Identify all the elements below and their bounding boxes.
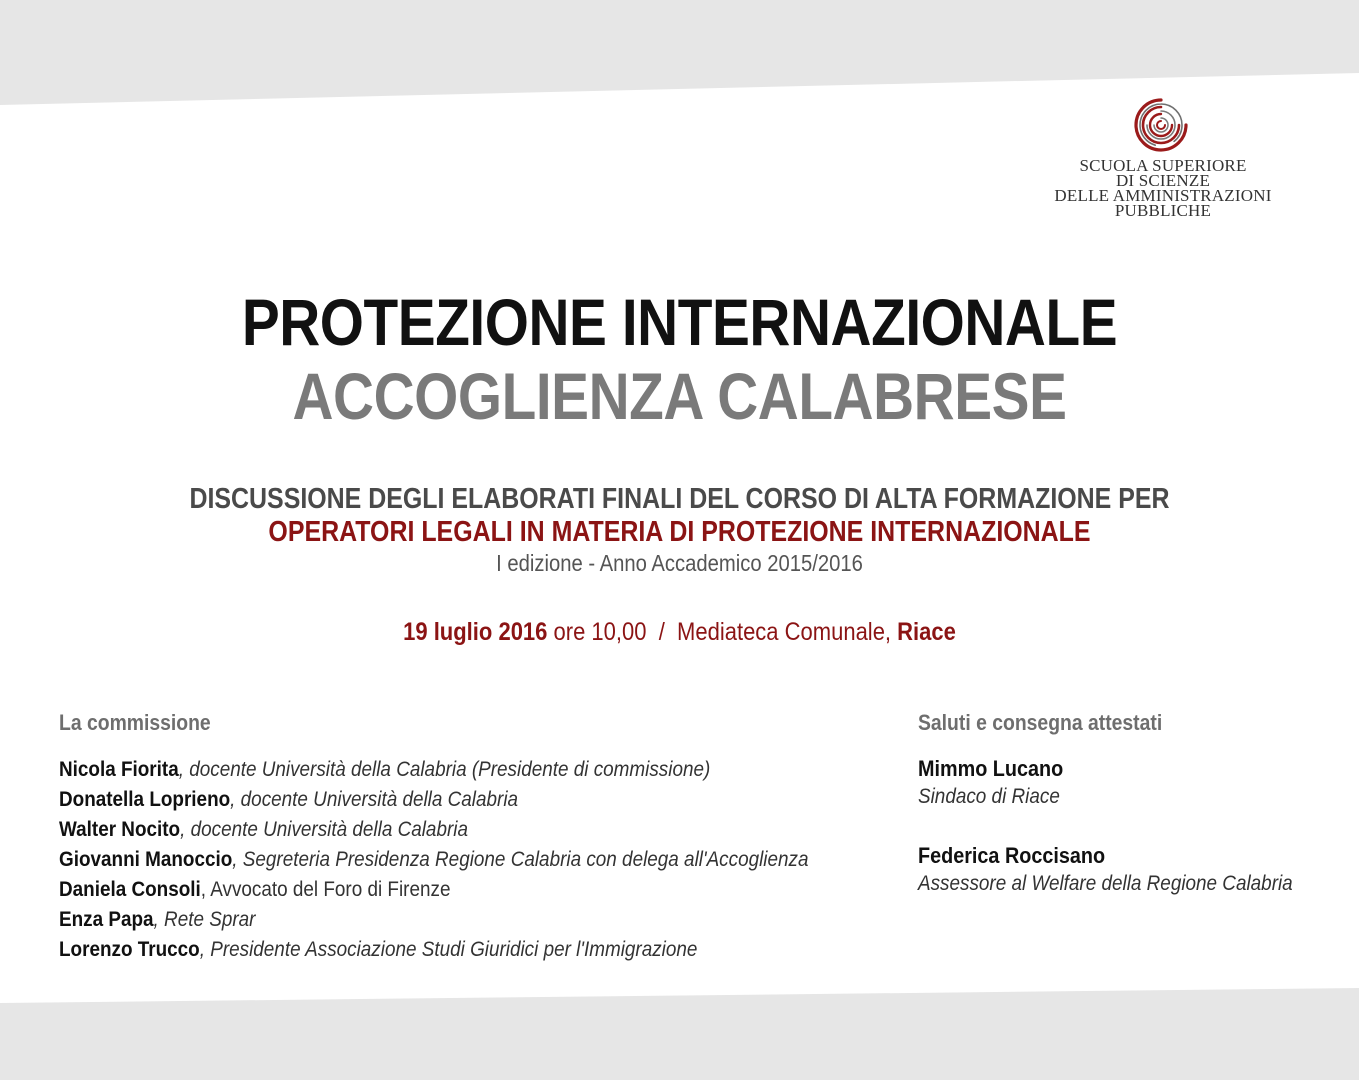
event-details <box>82 617 1278 647</box>
member-name: Daniela Consoli <box>59 878 201 901</box>
member-name: Walter Nocito <box>59 818 181 841</box>
logo-line: PUBBLICHE <box>1114 201 1212 220</box>
main-title: PROTEZIONE INTERNAZIONALE <box>241 285 1118 359</box>
commission-member <box>59 845 808 875</box>
commission-member <box>59 935 697 965</box>
guest-role: Sindaco di Riace <box>918 785 1060 808</box>
commission-member <box>59 755 710 785</box>
guest-name: Mimmo Lucano <box>918 756 1064 781</box>
event-time-location: ore 10,00 / Mediateca Comunale, <box>547 618 898 646</box>
logo-line: DELLE AMMINISTRAZIONI <box>1054 186 1272 205</box>
commission-member <box>59 875 450 905</box>
member-name: Nicola Fiorita <box>59 758 179 781</box>
member-role: , docente Università della Calabria (Presidente di commissione) <box>178 758 711 781</box>
member-role: , Avvocato del Foro di Firenze <box>200 878 451 901</box>
commission-member <box>59 815 468 845</box>
member-role: , Segreteria Presidenza Regione Calabria con delega all'Accoglienza <box>232 848 809 871</box>
greetings-heading: Saluti e consegna attestati <box>918 710 1163 735</box>
member-name: Lorenzo Trucco <box>59 938 200 961</box>
commission-member <box>59 785 518 815</box>
main-subtitle: ACCOGLIENZA CALABRESE <box>292 359 1067 433</box>
guest-name: Federica Roccisano <box>918 843 1106 868</box>
guest-role: Assessore al Welfare della Regione Calabria <box>918 872 1293 895</box>
member-role: , docente Università della Calabria <box>180 818 468 841</box>
logo-wordmark <box>1028 158 1298 218</box>
member-role: , docente Università della Calabria <box>230 788 519 811</box>
member-name: Enza Papa <box>59 908 154 931</box>
commission-member <box>59 905 255 935</box>
logo-line: DI SCIENZE <box>1115 171 1211 190</box>
edition-text: I edizione - Anno Accademico 2015/2016 <box>496 550 863 576</box>
course-name: OPERATORI LEGALI IN MATERIA DI PROTEZIONE INTERNAZIONALE <box>268 516 1091 548</box>
member-name: Donatella Loprieno <box>59 788 231 811</box>
member-role: , Presidente Associazione Studi Giuridici per l'Immigrazione <box>199 938 698 961</box>
commission-heading: La commissione <box>59 710 211 735</box>
event-date: 19 luglio 2016 <box>403 618 548 646</box>
member-role: , Rete Sprar <box>153 908 256 931</box>
logo-line: SCUOLA SUPERIORE <box>1079 156 1247 175</box>
event-place: Riace <box>897 618 956 646</box>
course-heading: DISCUSSIONE DEGLI ELABORATI FINALI DEL CORSO DI ALTA FORMAZIONE PER <box>189 483 1170 515</box>
member-name: Giovanni Manoccio <box>59 848 233 871</box>
spiral-logo-icon <box>1128 92 1194 158</box>
